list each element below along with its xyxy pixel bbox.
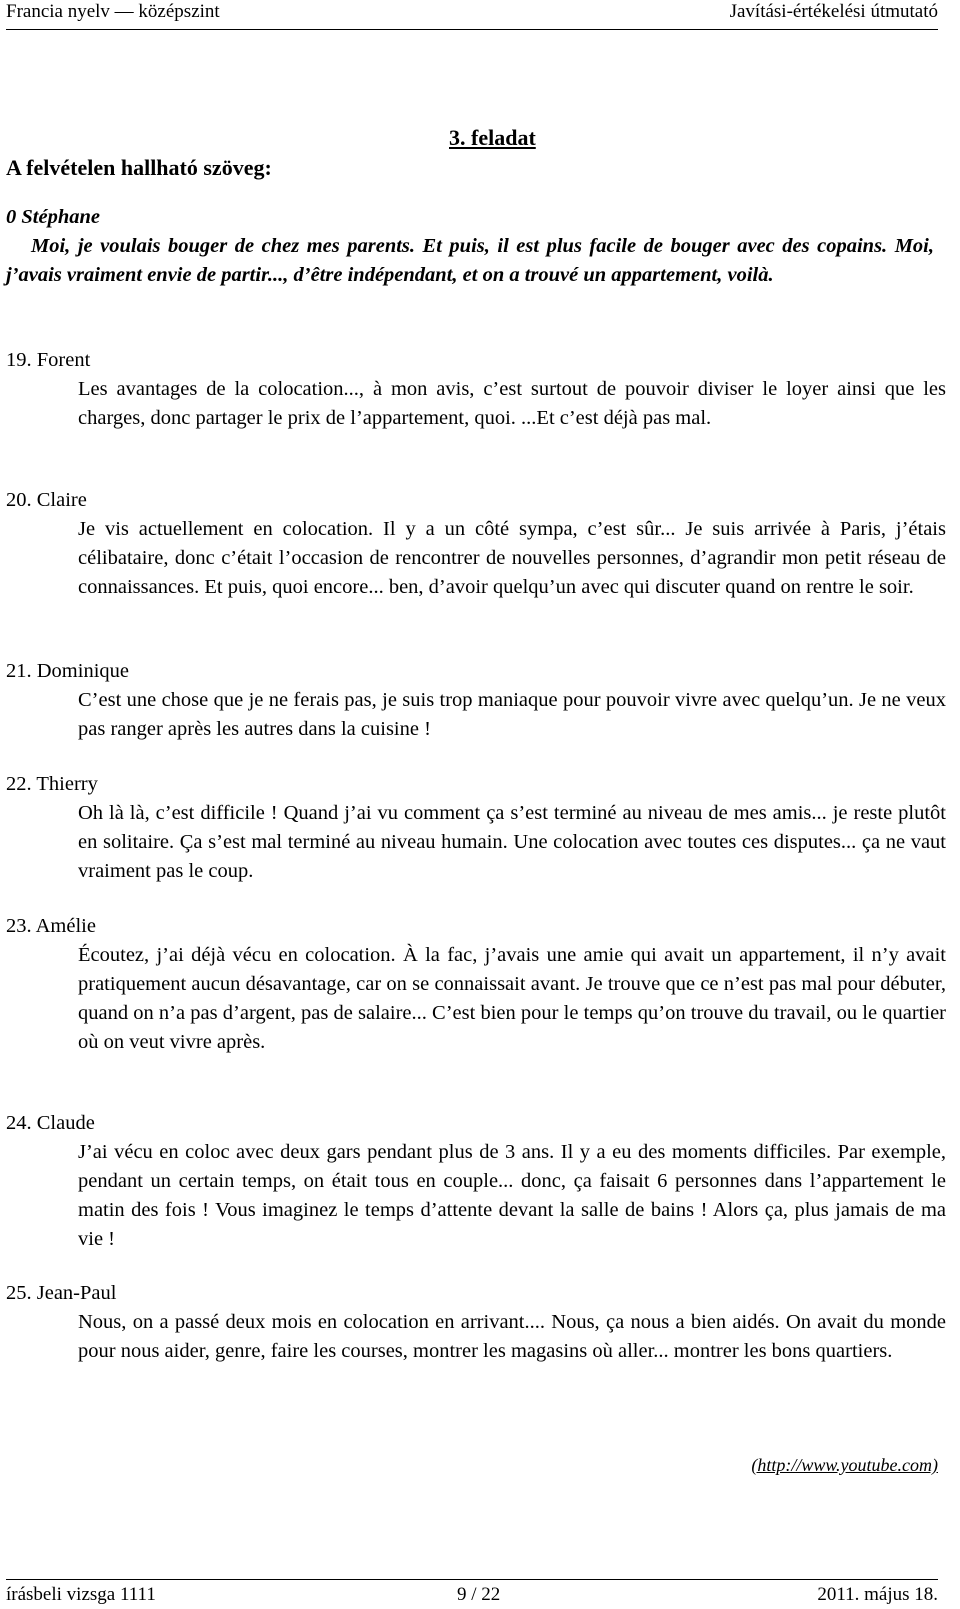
speaker-label: 21. Dominique bbox=[6, 660, 129, 682]
speaker-label: 24. Claude bbox=[6, 1112, 95, 1134]
speaker-label: 23. Amélie bbox=[6, 915, 96, 937]
speaker-text: Les avantages de la colocation..., à mon avis, c’est surtout de pouvoir diviser le loyer ainsi que les charges, donc partager le prix de l’appartement, quoi. ...Et c’est déjà pas mal. bbox=[78, 378, 946, 429]
source-citation: (http://www.youtube.com) bbox=[751, 1455, 938, 1475]
speaker-text: Moi, je voulais bouger de chez mes parents. Et puis, il est plus facile de bouger avec des copains. Moi, j’avais vraiment envie de partir..., d’être indépendant, et on a trouvé un appartement, voilà. bbox=[6, 235, 934, 286]
task-title: 3. feladat bbox=[449, 125, 536, 150]
header-rule bbox=[6, 29, 938, 30]
transcript-entry-23 bbox=[6, 912, 960, 1057]
transcript-entry-0 bbox=[6, 203, 960, 290]
transcript-entry-20 bbox=[6, 486, 960, 602]
intro-heading: A felvételen hallható szöveg: bbox=[6, 155, 272, 180]
header-subject: Francia nyelv — középszint bbox=[6, 1, 220, 22]
speaker-label: 0 Stéphane bbox=[6, 206, 100, 228]
footer-page-number: 9 / 22 bbox=[457, 1584, 501, 1605]
page-footer bbox=[6, 1584, 938, 1606]
speaker-label: 20. Claire bbox=[6, 489, 87, 511]
transcript-entry-22 bbox=[6, 770, 960, 886]
transcript-entry-21 bbox=[6, 657, 960, 744]
speaker-text: Nous, on a passé deux mois en colocation en arrivant.... Nous, ça nous a bien aidés. On avait du monde pour nous aider, genre, faire les courses, montrer les magasins où aller... montrer les bons quartiers. bbox=[78, 1311, 946, 1362]
speaker-text: Écoutez, j’ai déjà vécu en colocation. À la fac, j’avais une amie qui avait un appartement, il n’y avait pratiquement aucun désavantage, car on se connaissait avant. Je trouve que ce n’est pas mal pour débuter, quand on n’a pas d’argent, pas de salaire... C’est bien pour le temps qu’on trouve du travail, ou le quartier où on veut vivre après. bbox=[78, 944, 946, 1053]
page-header bbox=[6, 0, 938, 26]
transcript-entry-24 bbox=[6, 1109, 960, 1254]
speaker-text: C’est une chose que je ne ferais pas, je suis trop maniaque pour pouvoir vivre avec quelqu’un. Je ne veux pas ranger après les autres dans la cuisine ! bbox=[78, 689, 946, 740]
footer-exam-code: írásbeli vizsga 1111 bbox=[6, 1584, 156, 1605]
footer-date: 2011. május 18. bbox=[817, 1584, 938, 1605]
speaker-label: 19. Forent bbox=[6, 349, 91, 371]
speaker-text: J’ai vécu en coloc avec deux gars pendant plus de 3 ans. Il y a eu des moments difficiles. Par exemple, pendant un certain temps, on était tous en couple... donc, ça faisait 6 personnes dans l’appartement le matin des fois ! Vous imaginez le temps d’attente devant la salle de bains ! Alors ça, plus jamais de ma vie ! bbox=[78, 1141, 946, 1250]
speaker-label: 25. Jean-Paul bbox=[6, 1282, 117, 1304]
header-doc-type: Javítási-értékelési útmutató bbox=[729, 1, 938, 22]
footer-rule bbox=[6, 1579, 938, 1580]
speaker-text: Je vis actuellement en colocation. Il y a un côté sympa, c’est sûr... Je suis arrivée à Paris, j’étais célibataire, donc c’était l’occasion de rencontrer de nouvelles personnes, d’agrandir mon petit réseau de connaissances. Et puis, quoi encore... ben, d’avoir quelqu’un avec qui discuter quand on rentre le soir. bbox=[78, 518, 946, 598]
speaker-label: 22. Thierry bbox=[6, 773, 98, 795]
speaker-text: Oh là là, c’est difficile ! Quand j’ai vu comment ça s’est terminé au niveau de mes amis... je reste plutôt en solitaire. Ça s’est mal terminé au niveau humain. Une colocation avec toutes ces disputes... ça ne vaut vraiment pas le coup. bbox=[78, 802, 946, 882]
transcript-entry-25 bbox=[6, 1279, 960, 1366]
transcript-entry-19 bbox=[6, 346, 960, 433]
